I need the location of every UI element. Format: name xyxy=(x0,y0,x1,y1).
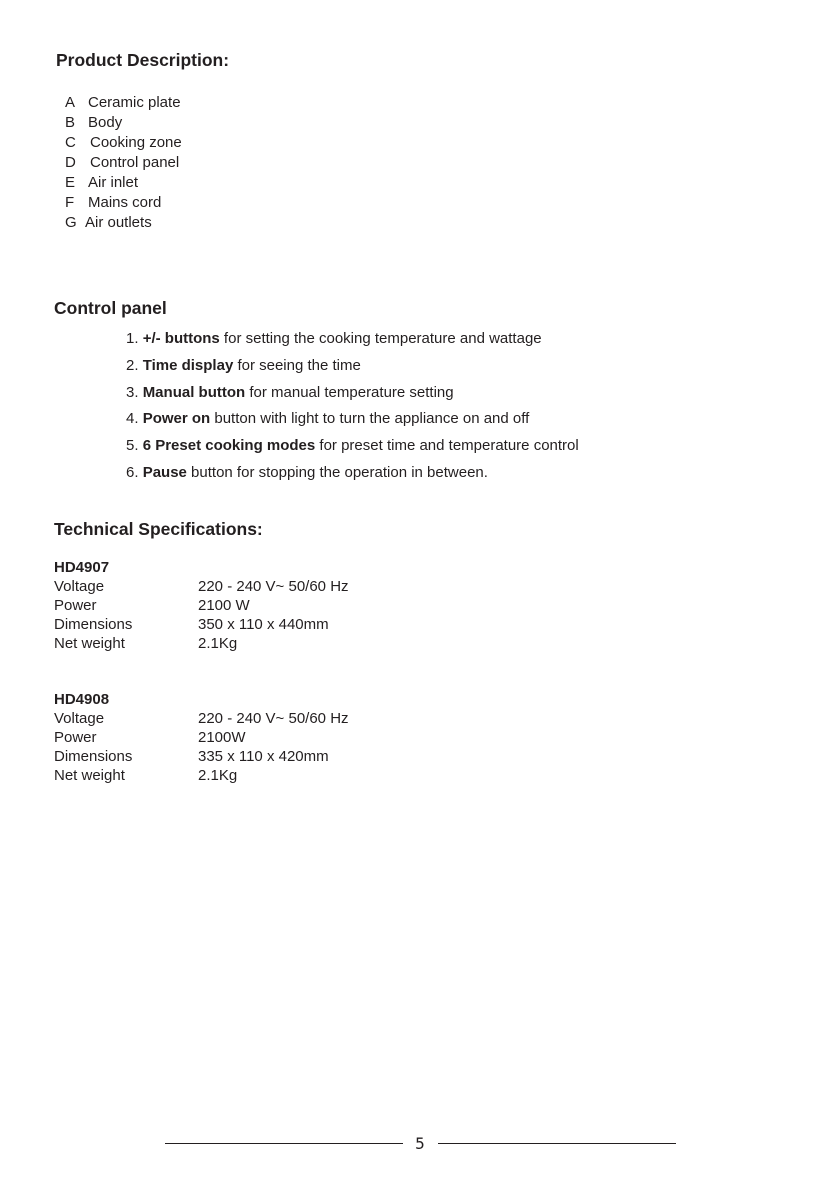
item-description: for manual temperature setting xyxy=(245,383,454,401)
technical-specifications-heading: Technical Specifications: xyxy=(54,519,263,539)
item-term: Power on xyxy=(142,410,211,428)
part-label: Ceramic plate xyxy=(88,94,181,111)
spec-row xyxy=(54,615,349,634)
spec-value: 2100W xyxy=(198,729,246,746)
page-number: 5 xyxy=(415,1134,425,1153)
item-description: for preset time and temperature control xyxy=(315,437,579,455)
spec-value: 2100 W xyxy=(198,597,250,614)
item-number: 6. xyxy=(126,463,139,481)
list-item xyxy=(126,326,579,353)
control-panel-list xyxy=(126,326,579,487)
part-letter: C xyxy=(65,134,76,151)
spec-label: Voltage xyxy=(54,710,105,727)
list-item xyxy=(65,153,182,173)
spec-label: Net weight xyxy=(54,767,125,784)
footer-rule-right xyxy=(438,1143,676,1144)
spec-label: Dimensions xyxy=(54,748,133,765)
list-item xyxy=(65,133,182,153)
spec-row xyxy=(54,596,349,615)
item-term: 6 Preset cooking modes xyxy=(142,437,316,455)
list-item xyxy=(126,353,579,380)
list-item xyxy=(126,460,579,487)
spec-row xyxy=(54,634,349,653)
item-number: 2. xyxy=(126,356,139,374)
item-term: Manual button xyxy=(142,383,246,401)
part-label: Cooking zone xyxy=(90,134,182,151)
spec-value: 2.1Kg xyxy=(198,767,238,784)
item-number: 4. xyxy=(126,410,139,428)
footer-rule-left xyxy=(165,1143,403,1144)
list-item xyxy=(65,213,182,233)
part-letter: F xyxy=(65,194,75,211)
item-term: +/- buttons xyxy=(142,330,220,347)
spec-block-hd4907 xyxy=(54,558,349,653)
list-item xyxy=(65,173,182,193)
model-name: HD4907 xyxy=(54,559,110,576)
part-letter: A xyxy=(65,94,76,111)
spec-label: Power xyxy=(54,597,97,614)
spec-value: 2.1Kg xyxy=(198,635,238,652)
control-panel-heading: Control panel xyxy=(54,298,167,318)
part-label: Control panel xyxy=(90,154,180,171)
item-number: 5. xyxy=(126,437,139,455)
item-description: button for stopping the operation in between. xyxy=(186,463,488,481)
product-description-heading: Product Description: xyxy=(56,50,230,70)
item-number: 3. xyxy=(126,383,139,401)
list-item xyxy=(65,113,182,133)
spec-row xyxy=(54,747,349,766)
spec-label: Voltage xyxy=(54,578,105,595)
part-letter: G xyxy=(65,214,77,231)
item-description: for setting the cooking temperature and wattage xyxy=(219,330,542,347)
spec-value: 335 x 110 x 420mm xyxy=(198,748,329,765)
item-description: button with light to turn the appliance on and off xyxy=(210,410,530,428)
item-term: Time display xyxy=(142,356,234,374)
item-description: for seeing the time xyxy=(233,356,361,374)
part-label: Mains cord xyxy=(88,194,162,211)
spec-row xyxy=(54,709,349,728)
item-term: Pause xyxy=(142,463,187,481)
spec-value: 220 - 240 V~ 50/60 Hz xyxy=(198,578,349,595)
part-letter: B xyxy=(65,114,76,131)
spec-label: Power xyxy=(54,729,97,746)
spec-block-hd4908 xyxy=(54,690,349,785)
model-name: HD4908 xyxy=(54,691,110,708)
part-label: Air inlet xyxy=(88,174,139,191)
spec-row xyxy=(54,577,349,596)
spec-row xyxy=(54,766,349,785)
part-letter: E xyxy=(65,174,76,191)
spec-value: 350 x 110 x 440mm xyxy=(198,616,329,633)
spec-label: Dimensions xyxy=(54,616,133,633)
part-letter: D xyxy=(65,154,76,171)
list-item xyxy=(65,93,182,113)
item-number: 1. xyxy=(126,330,139,347)
part-label: Body xyxy=(88,114,123,131)
list-item xyxy=(65,193,182,213)
spec-label: Net weight xyxy=(54,635,125,652)
list-item xyxy=(126,406,579,433)
spec-row xyxy=(54,728,349,747)
part-label: Air outlets xyxy=(85,214,152,231)
list-item xyxy=(126,433,579,460)
parts-list xyxy=(65,93,182,233)
spec-value: 220 - 240 V~ 50/60 Hz xyxy=(198,710,349,727)
list-item xyxy=(126,380,579,407)
